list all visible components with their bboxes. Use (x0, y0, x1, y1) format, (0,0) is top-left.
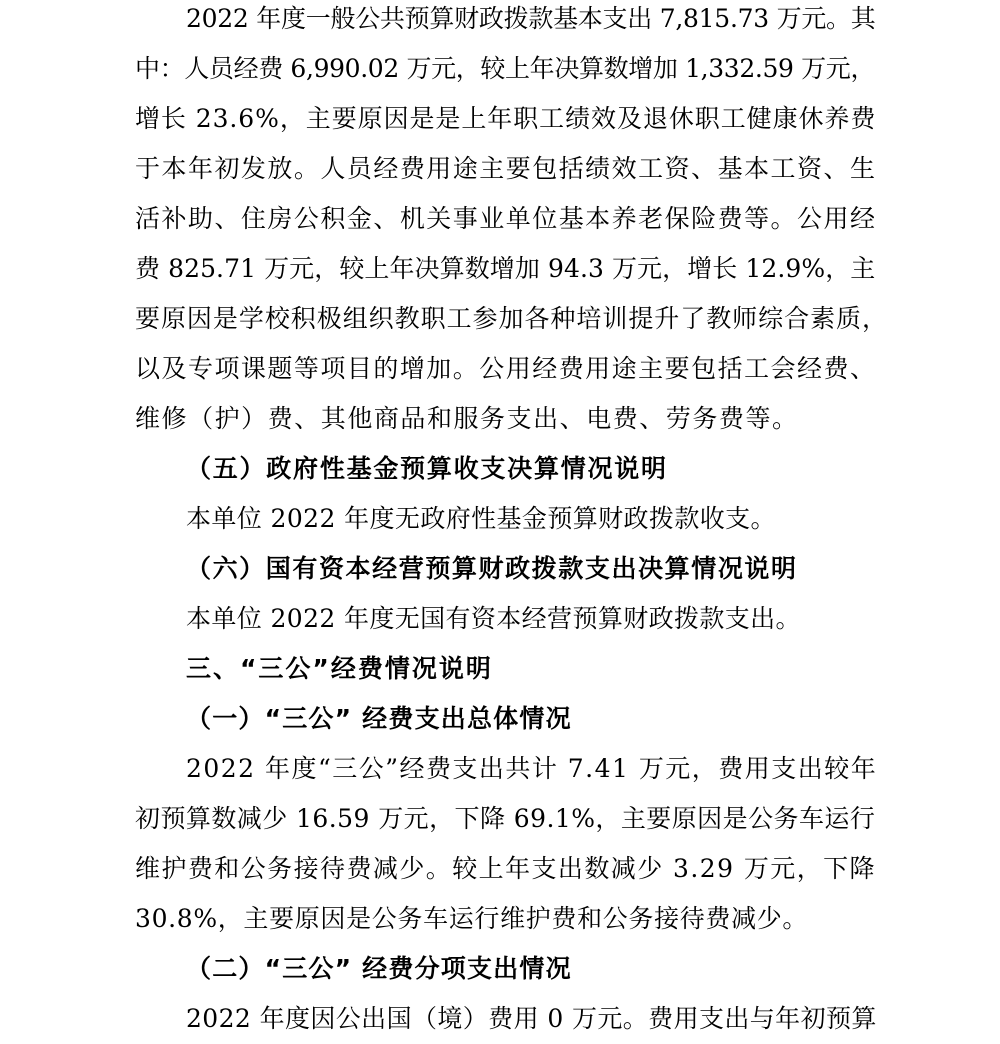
paragraph-line-8: 以及专项课题等项目的增加。公用经费用途主要包括工会经费、 (135, 354, 877, 383)
paragraph-line-12: 维护费和公务接待费减少。较上年支出数减少 3.29 万元，下降 (135, 854, 876, 883)
paragraph-line-13: 30.8%，主要原因是公务车运行维护费和公务接待费减少。 (135, 904, 809, 933)
subsection-heading-one: （一）“三公” 经费支出总体情况 (186, 704, 572, 733)
paragraph-line-4: 于本年初发放。人员经费用途主要包括绩效工资、基本工资、生 (135, 154, 877, 183)
section-five-text: 本单位 2022 年度无政府性基金预算财政拨款收支。 (186, 504, 776, 533)
chapter-heading-three: 三、“三公”经费情况说明 (186, 654, 493, 683)
section-heading-five: （五）政府性基金预算收支决算情况说明 (186, 454, 668, 483)
subsection-heading-two: （二）“三公” 经费分项支出情况 (186, 954, 572, 983)
paragraph-line-2: 中：人员经费 6,990.02 万元，较上年决算数增加 1,332.59 万元， (135, 54, 876, 83)
paragraph-line-14: 2022 年度因公出国（境）费用 0 万元。费用支出与年初预算 (186, 1004, 877, 1033)
section-six-text: 本单位 2022 年度无国有资本经营预算财政拨款支出。 (186, 604, 801, 633)
paragraph-line-5: 活补助、住房公积金、机关事业单位基本养老保险费等。公用经 (135, 204, 877, 233)
section-heading-six: （六）国有资本经营预算财政拨款支出决算情况说明 (186, 554, 798, 583)
paragraph-line-1: 2022 年度一般公共预算财政拨款基本支出 7,815.73 万元。其 (186, 4, 876, 33)
paragraph-line-9: 维修（护）费、其他商品和服务支出、电费、劳务费等。 (135, 404, 799, 433)
paragraph-line-3: 增长 23.6%，主要原因是是上年职工绩效及退休职工健康休养费 (135, 104, 877, 133)
paragraph-line-11: 初预算数减少 16.59 万元，下降 69.1%，主要原因是公务车运行 (135, 804, 876, 833)
paragraph-line-10: 2022 年度“三公”经费支出共计 7.41 万元，费用支出较年 (186, 754, 878, 783)
paragraph-line-7: 要原因是学校积极组织教职工参加各种培训提升了教师综合素质， (135, 304, 888, 333)
paragraph-line-6: 费 825.71 万元，较上年决算数增加 94.3 万元，增长 12.9%，主 (135, 254, 876, 283)
